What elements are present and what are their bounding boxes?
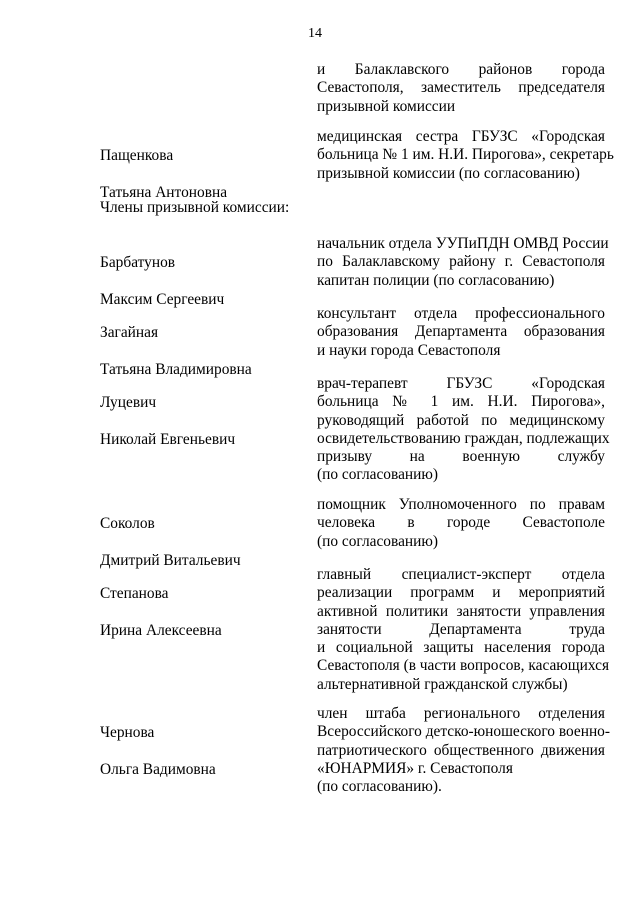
desc-line: врач-терапевт ГБУЗС «Городская (317, 375, 605, 392)
surname: Степанова (100, 584, 169, 602)
desc-line: «ЮНАРМИЯ» г. Севастополя (317, 759, 513, 777)
desc-line: консультант отдела профессионального (317, 305, 605, 322)
desc-line: реализации программ и мероприятий (317, 584, 605, 602)
desc-line: (по согласованию) (317, 532, 438, 550)
desc-line: Севастополя, заместитель председателя (317, 79, 605, 97)
members-heading: Члены призывной комиссии: (100, 199, 290, 216)
member-description (317, 305, 605, 360)
secretary-description (317, 128, 614, 183)
desc-line: занятости Департамента труда (317, 620, 605, 638)
desc-line: образования Департамента образования (317, 323, 605, 341)
member-description (317, 235, 609, 290)
desc-line: (по согласованию) (317, 466, 438, 484)
desc-line: главный специалист-эксперт отдела (317, 566, 605, 583)
member-description (317, 496, 605, 551)
member-name (100, 705, 305, 798)
desc-line: активной политики занятости управления (317, 602, 605, 620)
desc-line: по Балаклавскому району г. Севастополя (317, 253, 605, 271)
desc-line: патриотического общественного движения (317, 741, 605, 759)
desc-line: Всероссийского детско-юношеского военно- (317, 723, 610, 741)
desc-line: медицинская сестра ГБУЗС «Городская (317, 128, 605, 145)
desc-line: освидетельствованию граждан, подлежащих (317, 429, 610, 447)
desc-line: капитан полиции (по согласованию) (317, 271, 555, 289)
desc-line: Севастополя (в части вопросов, касающихся (317, 657, 610, 675)
member-name (100, 375, 305, 468)
desc-line: призывной комиссии (317, 97, 456, 115)
desc-line: и науки города Севастополя (317, 341, 501, 359)
desc-line: больница № 1 им. Н.И. Пирогова», (317, 393, 605, 411)
desc-line: начальник отдела УУПиПДН ОМВД России (317, 235, 609, 252)
given-names: Николай Евгеньевич (100, 430, 236, 448)
given-names: Ольга Вадимовна (100, 760, 216, 778)
desc-line: (по согласованию). (317, 778, 442, 796)
given-names: Дмитрий Витальевич (100, 551, 241, 569)
given-names: Ирина Алексеевна (100, 621, 222, 639)
page-number: 14 (308, 26, 322, 41)
desc-line: человека в городе Севастополе (317, 514, 605, 532)
member-description (317, 375, 610, 485)
member-description (317, 705, 610, 796)
surname: Луцевич (100, 393, 157, 411)
given-names: Татьяна Владимировна (100, 360, 252, 378)
desc-line: член штаба регионального отделения (317, 705, 605, 722)
member-name (100, 566, 305, 659)
desc-line: помощник Уполномоченного по правам (317, 496, 605, 513)
surname: Барбатунов (100, 253, 176, 271)
given-names: Татьяна Антоновна (100, 183, 228, 201)
desc-line: руководящий работой по медицинскому (317, 411, 605, 429)
desc-line: и социальной защиты населения города (317, 639, 605, 657)
surname: Загайная (100, 323, 159, 341)
surname: Чернова (100, 723, 155, 741)
desc-line: призывной комиссии (по согласованию) (317, 164, 580, 182)
desc-line: и Балаклавского районов города (317, 61, 605, 78)
surname: Соколов (100, 514, 155, 532)
given-names: Максим Сергеевич (100, 290, 225, 308)
surname: Пащенкова (100, 146, 174, 164)
desc-line: призыву на военную службу (317, 448, 605, 466)
member-description (317, 566, 610, 694)
continuation-description (317, 61, 605, 116)
desc-line: альтернативной гражданской службы) (317, 675, 568, 693)
desc-line: больница № 1 им. Н.И. Пирогова», секретарь (317, 146, 614, 164)
